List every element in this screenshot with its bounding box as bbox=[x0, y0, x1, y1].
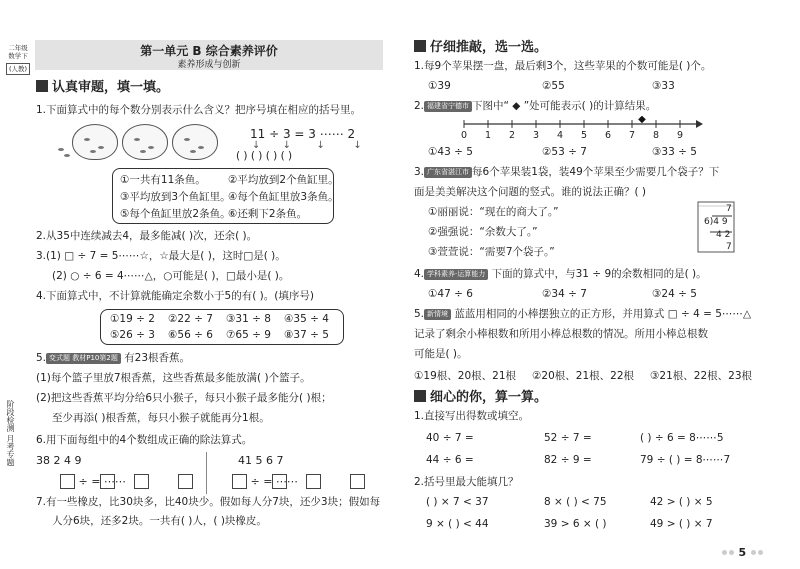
grade-text: 二年级 bbox=[8, 44, 28, 52]
r2-option-2[interactable]: ②53 ÷ 7 bbox=[542, 146, 587, 158]
c2-item-6[interactable]: 49 > ( ) × 7 bbox=[650, 518, 713, 530]
page-subtitle: 素养形成与创新 bbox=[177, 60, 241, 70]
r4-option-3[interactable]: ③24 ÷ 5 bbox=[652, 288, 697, 300]
number-line-tick-label: 4 bbox=[557, 130, 564, 141]
subject-text: 数学下 bbox=[8, 52, 28, 61]
grade-label bbox=[6, 44, 30, 75]
section-choose bbox=[414, 40, 547, 56]
q1-option-3: ③平均放到3个鱼缸里。 bbox=[120, 191, 231, 203]
c1-item-4[interactable]: 44 ÷ 6 = bbox=[426, 454, 474, 466]
q7-line2: 人分6块，还多2块。一共有( )人，( )块橡皮。 bbox=[52, 515, 267, 527]
q5-part1: (1)每个篮子里放7根香蕉，这些香蕉最多能放满( )个篮子。 bbox=[36, 372, 311, 384]
r4-option-1[interactable]: ①47 ÷ 6 bbox=[428, 288, 473, 300]
number-line-tick-label: 5 bbox=[581, 130, 588, 141]
r1-option-2[interactable]: ②55 bbox=[542, 80, 565, 92]
r4-text: 下面的算式中，与31 ÷ 9的余数相同的是( )。 bbox=[491, 268, 707, 280]
c1-item-2[interactable]: 52 ÷ 7 = bbox=[544, 432, 592, 444]
q4-option-7: ⑦65 ÷ 9 bbox=[226, 329, 271, 341]
q4-option-8: ⑧37 ÷ 5 bbox=[284, 329, 329, 341]
q1-option-4: ④每个鱼缸里放3条鱼。 bbox=[228, 191, 339, 203]
c1-item-6[interactable]: 79 ÷ ( ) = 8⋯⋯7 bbox=[640, 454, 731, 466]
c1-text: 1.直接写出得数或填空。 bbox=[414, 410, 530, 422]
q3-line1: 3.(1) □ ÷ 7 = 5⋯⋯☆，☆最大是( )，这时□是( )。 bbox=[36, 250, 286, 262]
r1-text: 1.每9个苹果摆一盘，最后剩3个，这些苹果的个数可能是( )个。 bbox=[414, 60, 712, 72]
r2-option-1[interactable]: ①43 ÷ 5 bbox=[428, 146, 473, 158]
number-line-tick-label: 9 bbox=[677, 130, 684, 141]
page-number bbox=[721, 546, 764, 559]
q1-option-2: ②平均放到2个鱼缸里。 bbox=[228, 174, 339, 186]
r2-tag: 福建省宁德市 bbox=[424, 101, 472, 112]
q5-part3: 至少再添( )根香蕉，每只小猴子就能再分1根。 bbox=[52, 412, 270, 424]
section-title: 细心的你，算一算。 bbox=[430, 390, 548, 405]
r4-heading: 4. 学科素养·运算能力 下面的算式中，与31 ÷ 9的余数相同的是( )。 bbox=[414, 268, 707, 280]
q4-option-3: ③31 ÷ 8 bbox=[226, 313, 271, 325]
q4-option-4: ④35 ÷ 4 bbox=[284, 313, 329, 325]
calc-dividend: 6)4 9 bbox=[704, 217, 728, 227]
q3-line2: (2) ○ ÷ 6 = 4⋯⋯△，○可能是( )，□最小是( )。 bbox=[52, 270, 290, 282]
q5-part2: (2)把这些香蕉平均分给6只小猴子，每只小猴子最多能分( )根； bbox=[36, 392, 332, 404]
q4-option-6: ⑥56 ÷ 6 bbox=[168, 329, 213, 341]
r5-option-1[interactable]: ①19根、20根、21根 bbox=[414, 370, 516, 382]
c1-item-1[interactable]: 40 ÷ 7 = bbox=[426, 432, 474, 444]
edition-text: (人教) bbox=[6, 63, 30, 75]
q6-group1-numbers: 38 2 4 9 bbox=[36, 454, 82, 467]
r2-option-3[interactable]: ③33 ÷ 5 bbox=[652, 146, 697, 158]
q1-option-5: ⑤每个鱼缸里放2条鱼。 bbox=[120, 208, 231, 220]
r4-option-2[interactable]: ②34 ÷ 7 bbox=[542, 288, 587, 300]
section-fill-blank bbox=[36, 80, 169, 96]
r4-tag: 学科素养·运算能力 bbox=[424, 269, 488, 280]
q6-group2-numbers: 41 5 6 7 bbox=[238, 454, 284, 467]
q4-text: 4.下面算式中，不计算就能确定余数小于5的有( )。(填序号) bbox=[36, 290, 314, 302]
q4-option-2: ②22 ÷ 7 bbox=[168, 313, 213, 325]
r1-option-3[interactable]: ③33 bbox=[652, 80, 675, 92]
q6-text: 6.用下面每组中的4个数组成正确的除法算式。 bbox=[36, 434, 253, 446]
q7-line1: 7.有一些橡皮，比30块多，比40块少。假如每人分7块，还少3块；假如每 bbox=[36, 496, 381, 508]
page-title: 第一单元 B 综合素养评价 bbox=[140, 44, 278, 58]
q5-heading bbox=[36, 352, 190, 365]
r3-heading: 3. 广东省湛江市 每6个苹果装1袋，装49个苹果至少需要几个袋子？下 bbox=[414, 166, 720, 178]
number-line-tick-label: 6 bbox=[605, 130, 612, 141]
section-title: 认真审题，填一填。 bbox=[52, 80, 170, 95]
svg-text:◆: ◆ bbox=[638, 116, 646, 125]
q1-equation: 11 ÷ 3 = 3 ⋯⋯ 2 bbox=[250, 127, 356, 141]
calc-quotient: 7 bbox=[726, 204, 732, 214]
number-line-tick-label: 8 bbox=[653, 130, 660, 141]
section-calculate bbox=[414, 390, 547, 406]
c2-item-4[interactable]: 9 × ( ) < 44 bbox=[426, 518, 489, 530]
q5-text: 有23根香蕉。 bbox=[124, 352, 191, 364]
r3-answer-1[interactable]: ①丽丽说：“现在的商大了。” bbox=[428, 206, 559, 218]
number-line-tick-label: 7 bbox=[629, 130, 636, 141]
r5-heading: 5. 新情境 蓝蓝用相同的小棒摆独立的正方形，并用算式 □ ÷ 4 = 5⋯⋯△ bbox=[414, 308, 752, 320]
section-title: 仔细推敲，选一选。 bbox=[430, 40, 548, 55]
c2-text: 2.括号里最大能填几？ bbox=[414, 476, 519, 488]
r2-text: 下图中“ ◆ ”处可能表示( )的计算结果。 bbox=[472, 100, 657, 112]
r5-option-3[interactable]: ③21根、22根、23根 bbox=[650, 370, 752, 382]
r3-answer-2[interactable]: ②强强说：“余数大了。” bbox=[428, 226, 538, 238]
r3-answer-3[interactable]: ③萱萱说：“需要7个袋子。” bbox=[428, 246, 555, 258]
c2-item-1[interactable]: ( ) × 7 < 37 bbox=[426, 496, 489, 508]
q4-option-5: ⑤26 ÷ 3 bbox=[110, 329, 155, 341]
section-marker-icon bbox=[414, 390, 426, 402]
q1-option-1: ①一共有11条鱼。 bbox=[120, 174, 206, 186]
r3-line1: 每6个苹果装1袋，装49个苹果至少需要几个袋子？下 bbox=[472, 166, 720, 178]
number-line-tick-label: 3 bbox=[533, 130, 540, 141]
q6-divider bbox=[206, 452, 207, 494]
q6-group2-boxes[interactable]: ÷ = ⋯⋯ bbox=[232, 474, 298, 489]
r5-line3: 可能是( )。 bbox=[414, 348, 468, 360]
c1-item-5[interactable]: 82 ÷ 9 = bbox=[544, 454, 592, 466]
q4-option-1: ①19 ÷ 2 bbox=[110, 313, 155, 325]
q1-answer-parens[interactable]: ( ) ( ) ( ) ( ) bbox=[236, 150, 293, 162]
number-line-tick-label: 1 bbox=[485, 130, 492, 141]
calc-remainder: 7 bbox=[726, 242, 732, 252]
q1-arrows: ↓ ↓ ↓ ↓ bbox=[252, 140, 362, 151]
q6-group1-boxes[interactable]: ÷ = ⋯⋯ bbox=[60, 474, 126, 489]
r5-option-2[interactable]: ②20根、21根、22根 bbox=[532, 370, 634, 382]
c2-item-2[interactable]: 8 × ( ) < 75 bbox=[544, 496, 607, 508]
q5-tag: 变式题 教材P10第2题 bbox=[46, 353, 121, 364]
q1-option-6: ⑥还剩下2条鱼。 bbox=[228, 208, 308, 220]
r3-tag: 广东省湛江市 bbox=[424, 167, 472, 178]
page-number-text: 5 bbox=[738, 546, 747, 559]
r5-line1: 蓝蓝用相同的小棒摆独立的正方形，并用算式 □ ÷ 4 = 5⋯⋯△ bbox=[454, 308, 752, 320]
calc-product: 4 2 bbox=[716, 230, 731, 240]
r1-option-1[interactable]: ①39 bbox=[428, 80, 451, 92]
r3-line2: 面是美美解决这个问题的竖式。谁的说法正确？( ) bbox=[414, 186, 647, 198]
number-line-tick-label: 0 bbox=[461, 130, 468, 141]
q1-text: 1.下面算式中的每个数分别表示什么含义？把序号填在相应的括号里。 bbox=[36, 104, 362, 116]
c2-item-5[interactable]: 39 > 6 × ( ) bbox=[544, 518, 607, 530]
q2-text: 2.从35中连续减去4，最多能减( )次，还余( )。 bbox=[36, 230, 258, 242]
section-marker-icon bbox=[36, 80, 48, 92]
c2-item-3[interactable]: 42 > ( ) × 5 bbox=[650, 496, 713, 508]
q5-number: 5. bbox=[36, 352, 47, 364]
vertical-sidebar-text: 阶段检测 月考专题 bbox=[6, 400, 15, 467]
header-banner bbox=[35, 40, 383, 70]
section-marker-icon bbox=[414, 40, 426, 52]
number-line-tick-label: 2 bbox=[509, 130, 516, 141]
r5-tag: 新情境 bbox=[424, 309, 451, 320]
r2-heading: 2. 福建省宁德市 下图中“ ◆ ”处可能表示( )的计算结果。 bbox=[414, 100, 657, 112]
r5-line2: 记录了剩余小棒根数和所用小棒总根数的情况。所用小棒总根数 bbox=[414, 328, 708, 340]
c1-item-3[interactable]: ( ) ÷ 6 = 8⋯⋯5 bbox=[640, 432, 724, 444]
